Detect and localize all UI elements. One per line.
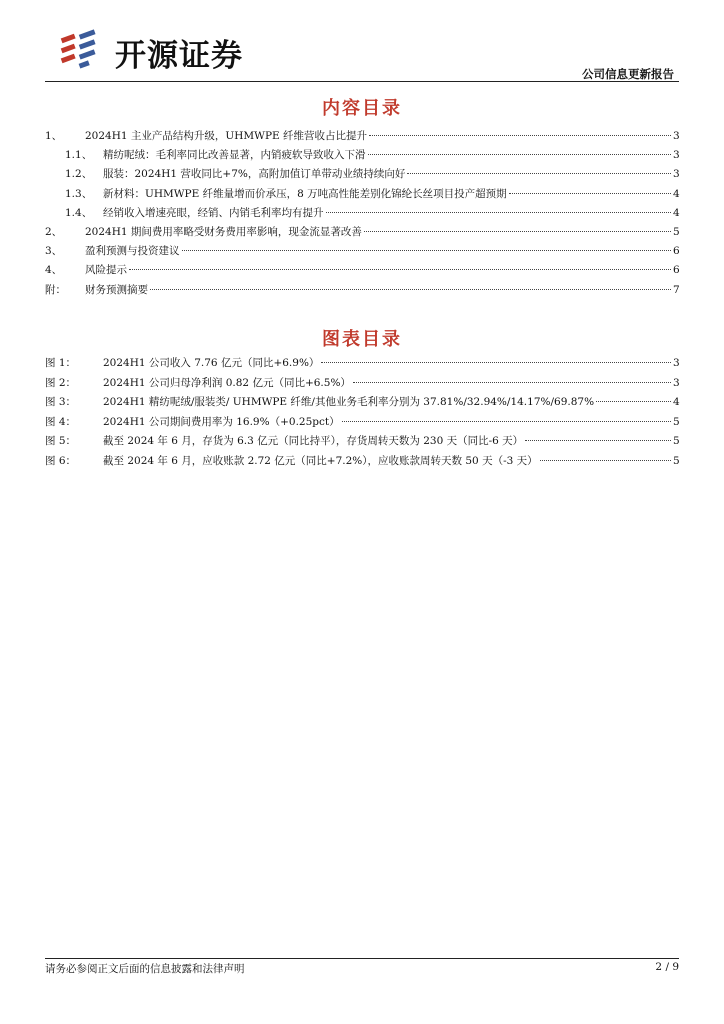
entry-number: 2、 [45, 226, 63, 238]
toc-entry[interactable] [45, 434, 679, 449]
dot-leader [326, 212, 672, 213]
entry-title: 风险提示 [85, 264, 127, 277]
dot-leader [321, 362, 671, 363]
entry-title: 截至 2024 年 6 月，应收账款 2.72 亿元（同比+7.2%），应收账款周转天数 50 天（-3 天） [103, 454, 538, 467]
entry-number: 图 4： [45, 415, 77, 428]
entry-title: 经销收入增速亮眼，经销、内销毛利率均有提升 [103, 206, 324, 219]
entry-title: 精纺呢绒：毛利率同比改善显著，内销疲软导致收入下滑 [103, 149, 366, 162]
kaiyuan-logo-icon [59, 26, 103, 70]
dot-leader [369, 135, 671, 136]
entry-number: 3、 [45, 245, 63, 258]
entry-page: 5 [673, 454, 680, 467]
toc-entry[interactable] [45, 225, 679, 240]
entry-title: 盈利预测与投资建议 [85, 245, 180, 258]
footer-disclaimer: 请务必参阅正文后面的信息披露和法律声明 [45, 963, 245, 975]
entry-title: 2024H1 主业产品结构升级，UHMWPE 纤维营收占比提升 [85, 130, 368, 142]
entry-title: 服装：2024H1 营收同比+7%，高附加值订单带动业绩持续向好 [103, 168, 406, 181]
toc-entry[interactable] [45, 129, 679, 144]
toc-entry[interactable] [45, 167, 679, 182]
dot-leader [182, 250, 672, 251]
entry-number: 1.2、 [65, 168, 93, 181]
entry-number: 1、 [45, 130, 63, 142]
page-header [45, 22, 679, 82]
toc-entry[interactable] [45, 454, 679, 469]
dot-leader [353, 382, 671, 383]
entry-page: 7 [673, 283, 680, 296]
entry-number: 4、 [45, 264, 63, 277]
header-divider [45, 81, 679, 82]
entry-title: 2024H1 公司收入 7.76 亿元（同比+6.9%） [103, 357, 320, 369]
toc-entry[interactable] [45, 263, 679, 278]
entry-number: 1.1、 [65, 149, 93, 162]
toc-entry[interactable] [45, 244, 679, 259]
report-type: 公司信息更新报告 [582, 67, 674, 81]
entry-title: 新材料：UHMWPE 纤维量增而价承压，8 万吨高性能差别化锦纶长丝项目投产超预期 [103, 187, 507, 200]
dot-leader [129, 269, 671, 270]
dot-leader [342, 421, 671, 422]
figures-title: 图表目录 [322, 329, 402, 350]
toc-entry[interactable] [45, 283, 679, 298]
entry-title: 2024H1 公司期间费用率为 16.9%（+0.25pct） [103, 415, 340, 428]
entry-number: 图 1： [45, 357, 77, 369]
entry-page: 5 [673, 435, 680, 447]
entry-page: 4 [673, 396, 680, 408]
entry-page: 3 [673, 357, 680, 369]
entry-page: 5 [673, 226, 680, 238]
toc-entry[interactable] [45, 415, 679, 430]
dot-leader [364, 231, 671, 232]
entry-title: 2024H1 精纺呢绒/服装类/ UHMWPE 纤维/其他业务毛利率分别为 37.81%/32.94%/14.17%/69.87% [103, 396, 595, 408]
page-number: 2 / 9 [655, 961, 679, 973]
entry-title: 2024H1 期间费用率略受财务费用率影响，现金流显著改善 [85, 226, 362, 238]
entry-number: 图 5： [45, 435, 77, 447]
entry-number: 图 2： [45, 376, 77, 389]
entry-number: 图 3： [45, 396, 77, 408]
entry-title: 财务预测摘要 [85, 283, 148, 296]
toc-entry[interactable] [45, 356, 679, 371]
entry-number: 附： [45, 283, 66, 296]
toc-entry[interactable] [45, 206, 679, 221]
dot-leader [525, 440, 671, 441]
entry-page: 3 [673, 376, 680, 389]
toc-entry[interactable] [45, 148, 679, 163]
entry-number: 图 6： [45, 454, 77, 467]
dot-leader [540, 460, 671, 461]
toc-entry[interactable] [45, 187, 679, 202]
dot-leader [509, 193, 671, 194]
entry-title: 截至 2024 年 6 月，存货为 6.3 亿元（同比持平），存货周转天数为 230 天（同比-6 天） [103, 435, 524, 447]
toc-entry[interactable] [45, 395, 679, 410]
entry-page: 4 [673, 187, 680, 200]
footer-divider [45, 958, 679, 959]
entry-page: 5 [673, 415, 680, 428]
contents-title: 内容目录 [322, 98, 402, 119]
dot-leader [368, 154, 672, 155]
toc-entry[interactable] [45, 376, 679, 391]
entry-page: 4 [673, 206, 680, 219]
entry-page: 3 [673, 168, 680, 181]
entry-number: 1.3、 [65, 187, 93, 200]
entry-page: 6 [673, 245, 680, 258]
dot-leader [150, 289, 671, 290]
entry-page: 6 [673, 264, 680, 277]
entry-page: 3 [673, 149, 680, 162]
dot-leader [407, 173, 671, 174]
brand-name: 开源证券 [115, 38, 243, 74]
entry-page: 3 [673, 130, 680, 142]
entry-number: 1.4、 [65, 206, 93, 219]
entry-title: 2024H1 公司归母净利润 0.82 亿元（同比+6.5%） [103, 376, 351, 389]
dot-leader [596, 401, 671, 402]
